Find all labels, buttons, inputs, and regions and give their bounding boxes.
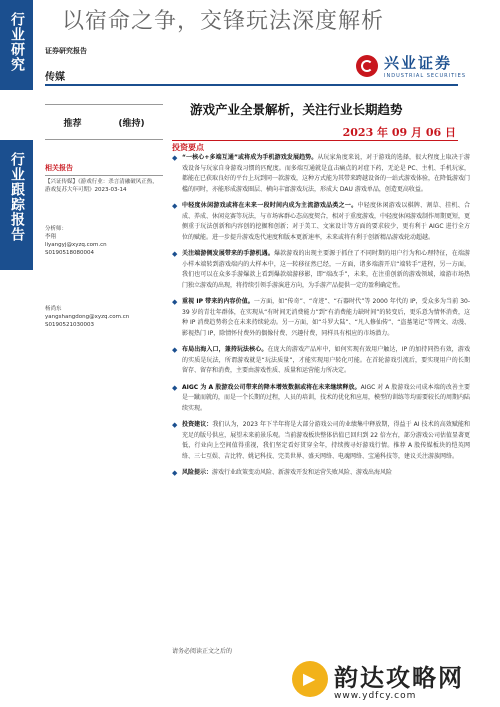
watermark — [292, 654, 492, 704]
section-heading: 投资要点 — [172, 143, 204, 152]
paragraph — [172, 297, 470, 339]
brand-name: 兴业证券 — [384, 54, 453, 72]
watermark-url: www.ydfcy.com — [334, 690, 417, 701]
report-type-label: 证券研究报告 — [45, 47, 87, 55]
paragraph — [172, 201, 470, 243]
paragraph — [172, 383, 470, 415]
brand-logo-icon — [356, 55, 378, 77]
rating-label: 推荐 — [63, 118, 82, 129]
paragraph-lead: 风险提示： — [182, 469, 213, 476]
analyst-label: 分析师： — [45, 226, 68, 232]
paragraph-lead: 关注端游侧发展带来的手游机遇。 — [182, 250, 274, 257]
analyst-name: 李翔 — [45, 234, 57, 240]
analyst-info-1 — [45, 225, 163, 257]
analyst-email[interactable]: yangshangdong@xyzq.com.cn — [45, 314, 130, 320]
paragraph-text: 游戏行业政策变动风险、新游戏开发和运营失败风险、游戏出海风险 — [212, 469, 393, 476]
paragraph-text: 中轻度休闲游戏以棋牌、割草、挂机、合成、养成、休闲竞赛等玩法，与市场客群心态高度契合，相对于重度游戏，中轻度休闲游戏制作周期更短，更侧重于玩法创新和内容创的挖掘和创新；对于美工、文案设计等方面的要求较少，更有利于 AIGC 进行全方位的赋能。进一步提升游戏迭代速度和版本更新速率，未来或将有利于创新精品游戏轮动超越。 — [182, 202, 471, 241]
watermark-logo-icon — [292, 661, 328, 697]
report-headline: 游戏产业全景解析，关注行业长期趋势 — [190, 102, 403, 117]
brand-header — [356, 52, 466, 79]
paragraph-lead: 重视 IP 带来的内容价值。 — [182, 298, 254, 305]
paragraph — [172, 153, 470, 195]
paragraph-text: 从玩家角度来说，对于游戏的选择，很大程度上取决于游戏设备与玩家自身游戏习惯的匹配度。而多端互通就是直击痛点的对症下药，无论是 PC、主机、手机玩家，都能在已获取良好的平台上玩到同一款游戏，这种方式能为其带来跨越设备的一站式游戏体验，在降低游戏门槛的同时，亦能形成游戏圈层、横向丰富游戏玩法，形成大 DAU 游戏单品，创造更高收益。 — [182, 154, 471, 193]
paragraph-lead: 布局出海入口，兼持玩法核心。 — [182, 346, 268, 353]
bullet-icon: ◆ — [172, 250, 178, 258]
paragraph-lead: 投资建议： — [182, 421, 213, 428]
paragraph — [172, 468, 470, 479]
bullet-icon: ◆ — [172, 383, 178, 392]
vertical-report-type-bar: 行业跟踪报告 — [0, 140, 33, 270]
paragraph-text: 在庞大的游戏产品库中，如何实现有效用户触达，IP 的加持同热有效，游戏的实质是玩法，所谓游戏就是“玩法质量”，才能实现用户转化可能。在首轮游戏引流后，要实现用户的长期留存、留存和消费，主要由游戏性质、质量和运营能力所决定。 — [182, 346, 470, 374]
bullet-icon: ◆ — [172, 346, 178, 354]
bullet-icon: ◆ — [172, 154, 178, 162]
analyst-name: 杨尚东 — [45, 306, 62, 312]
paragraph-lead: AIGC 为 A 股游戏公司带来的降本增效数据或将在未来继续释放。 — [182, 383, 361, 391]
paragraph-text: 我们认为，2023 年下半年将是大部分游戏公司的业绩集中释放期，得益于 AI 技术的高效赋能和充足的版号供应，展望未来前景乐观。当前游戏板块整体估值已回归到 22 倍左右，部分游戏公司估值显著更低，行业向上空间值得重视，我们坚定看好贯穿全年，持续搜寻好游戏行情。推荐 A 股传媒板块的恺英网络、三七互娱、吉比特、姚记科技、完美世界、盛天网络、电魂网络、宝通科技等，建议关注游族网络。 — [182, 421, 470, 460]
analyst-email[interactable]: liyangyj@xyzq.com.cn — [45, 242, 107, 248]
related-reports-heading: 相关报告 — [45, 163, 163, 176]
overlay-title: 以宿命之争，交锋玩法深度解析 — [62, 9, 385, 34]
section-divider — [172, 140, 458, 141]
bullet-icon: ◆ — [172, 421, 178, 429]
rating-box — [45, 104, 163, 140]
analyst-info-2 — [45, 305, 163, 329]
report-date: 2023 年 09 月 06 日 — [342, 126, 456, 139]
paragraph-text: 一方面，如“传奇”、“奇迹”、“石器时代”等 2000 年代的 IP，受众多为当前 30-39 岁的青壮年群体，在实现从“有时间无消费能力”到“有消费能力缺时间”的转变后，更乐意为情怀消费，这种 IP 消费趋势将会在未来持续轮动。另一方面，如“斗罗大陆”、“凡人修仙传”、“盗墓笔记”等网文、动漫、影视热门 IP，除情怀付费外的偶像付费、兴趣付费，同样具有相应的市场潜力。 — [182, 298, 470, 337]
brand-subtitle: INDUSTRIAL SECURITIES — [384, 73, 466, 79]
analyst-license: S0190518080004 — [45, 250, 94, 256]
watermark-name: 韵达攻略网 — [334, 663, 464, 692]
bullet-icon: ◆ — [172, 202, 178, 210]
paragraph — [172, 420, 470, 462]
bullet-icon: ◆ — [172, 469, 178, 477]
paragraph-lead: “一核心+多端互通”或将成为手机游戏发展趋势。 — [182, 154, 318, 161]
rating-value: (维持) — [118, 118, 145, 129]
paragraph — [172, 345, 470, 377]
investment-points-body — [172, 153, 470, 485]
paragraph-lead: 中轻度休闲游戏或将在未来一段时间内成为主流游戏品类之一。 — [182, 202, 358, 209]
header-divider — [45, 84, 458, 86]
bullet-icon: ◆ — [172, 298, 178, 306]
paragraph — [172, 249, 470, 291]
paragraph-text: AIGC 对 A 股游戏公司成本端的改善主要是一蹴而就的，而是一个长期的过程，人员的培训，技术的优化和应用，模型的训练等均需要较长的周期内陆续实现。 — [182, 383, 471, 412]
footer-note: 请务必阅读正文之后的 — [172, 648, 233, 655]
paragraph-text: 爆款游戏的出现主要源于抓住了不同时期的用户行为和心理特征，在端游小样本端转到游戏端内的大样本中，这一转移征然已经，一方面，诸多端游开启“端转手”进程，另一方面，我们也可以在众多手游爆款上看到爆款端游移影，即“端改手”，未来，在注重创新的游戏领域，端游市场热门独立游戏的出现，将持续引领手游演进方向，为手游产品提供一定的盈利确定性。 — [182, 250, 470, 289]
analyst-license: S0190521030003 — [45, 322, 94, 328]
industry-label: 传媒 — [45, 72, 65, 83]
vertical-category-bar: 行业研究 — [0, 0, 33, 90]
related-report-link[interactable]: 【兴证传媒】《游戏行业：杀言清融破风正热，游戏复苏大年可期》2023-03-14 — [45, 179, 158, 193]
